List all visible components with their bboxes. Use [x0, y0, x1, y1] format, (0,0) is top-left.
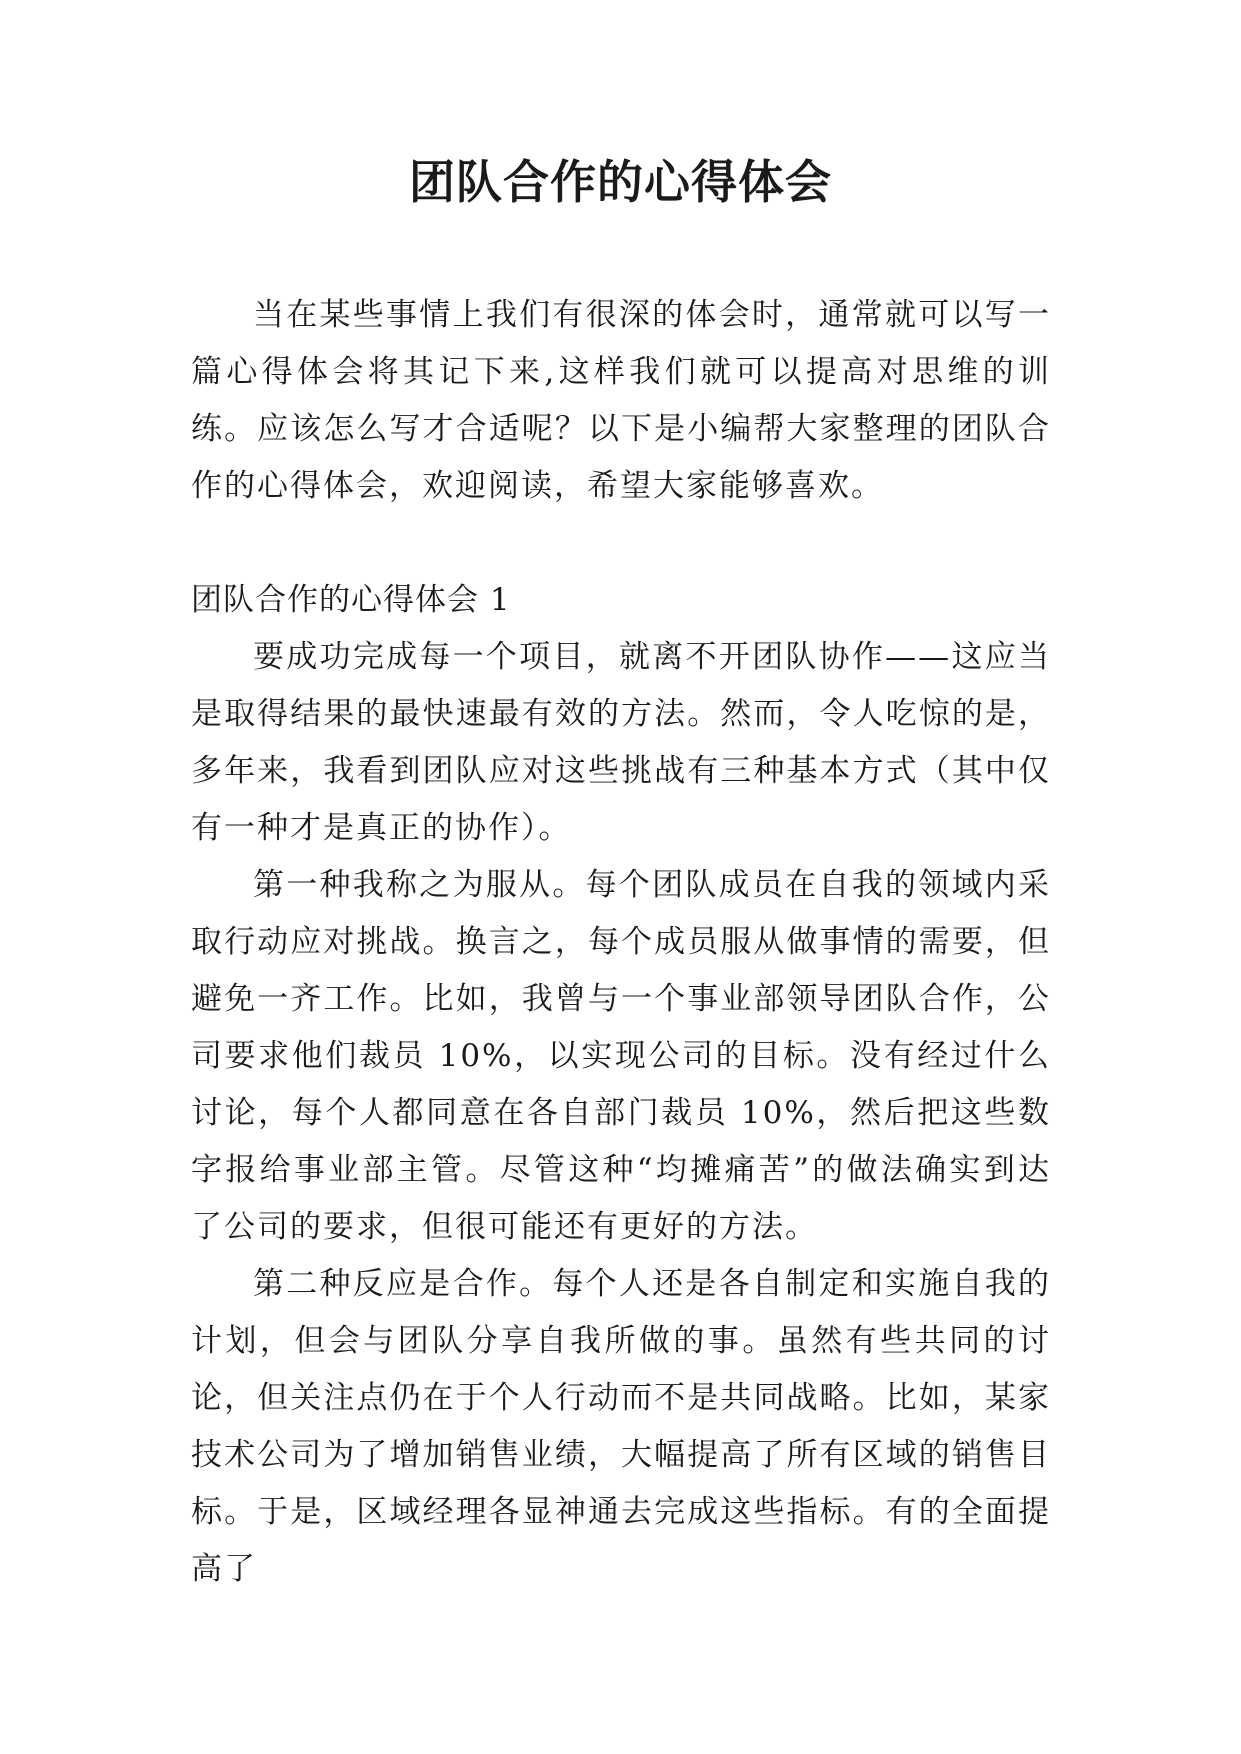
body-paragraph-3: 第二种反应是合作。每个人还是各自制定和实施自我的计划，但会与团队分享自我所做的事。虽然有些共同的讨论，但关注点仍在于个人行动而不是共同战略。比如，某家技术公司为了增加销售业绩，大幅提高了所有区域的销售目标。于是，区域经理各显神通去完成这些指标。有的全面提高了 — [191, 1266, 1051, 1587]
body-paragraph-2: 第一种我称之为服从。每个团队成员在自我的领域内采取行动应对挑战。换言之，每个成员服从做事情的需要，但避免一齐工作。比如，我曾与一个事业部领导团队合作，公司要求他们裁员 10%，以实现公司的目标。没有经过什么讨论，每个人都同意在各自部门裁员 10%，然后把这些数字报给事业部主管。尽管这种“均摊痛苦”的做法确实到达了公司的要求，但很可能还有更好的方法。 — [191, 867, 1051, 1245]
document-body — [191, 287, 1051, 1598]
body-paragraph-1: 要成功完成每一个项目，就离不开团队协作——这应当是取得结果的最快速最有效的方法。然而，令人吃惊的是，多年来，我看到团队应对这些挑战有三种基本方式（其中仅有一种才是真正的协作）。 — [191, 639, 1051, 846]
section-heading: 团队合作的心得体会 1 — [191, 582, 511, 618]
document-title: 团队合作的心得体会 — [409, 155, 832, 209]
intro-paragraph: 当在某些事情上我们有很深的体会时，通常就可以写一篇心得体会将其记下来,这样我们就可以提高对思维的训练。应该怎么写才合适呢？以下是小编帮大家整理的团队合作的心得体会，欢迎阅读，希望大家能够喜欢。 — [191, 297, 1051, 504]
